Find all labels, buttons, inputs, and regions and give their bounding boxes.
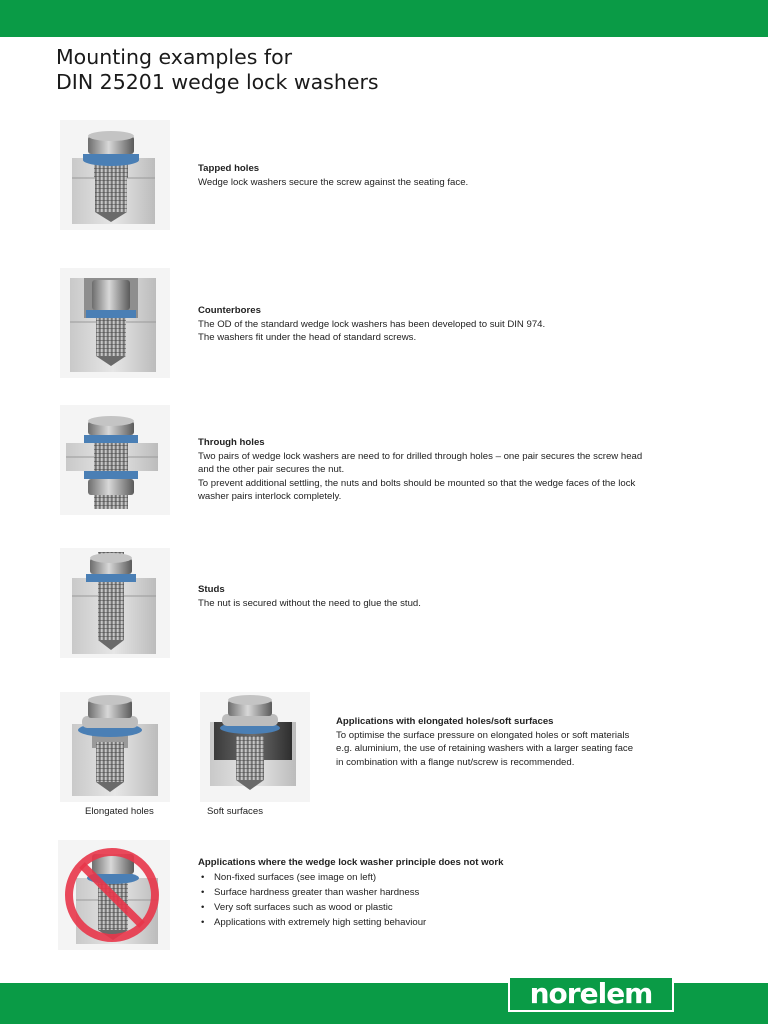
counterbores-line-1: The OD of the standard wedge lock washers has been developed to suit DIN 974.	[198, 318, 546, 330]
list-item: • Applications with extremely high setting behaviour	[198, 915, 503, 930]
prohibited-illustration	[58, 840, 170, 950]
list-item: • Non-fixed surfaces (see image on left)	[198, 870, 503, 885]
elongated-line-2: e.g. aluminium, the use of retaining washers with a larger seating face	[336, 743, 634, 754]
through-holes-text	[198, 436, 642, 504]
through-holes-heading: Through holes	[198, 437, 265, 448]
studs-illustration	[60, 548, 170, 658]
through-holes-line-4: washer pairs interlock completely.	[198, 491, 342, 502]
counterbores-text	[198, 304, 545, 345]
elongated-line-1: To optimise the surface pressure on elongated holes or soft materials	[336, 729, 630, 741]
not-work-list	[198, 870, 503, 930]
tapped-holes-heading: Tapped holes	[198, 163, 260, 174]
counterbore-illustration	[60, 268, 170, 378]
counterbores-heading: Counterbores	[198, 305, 261, 316]
page-title	[56, 45, 379, 95]
tapped-holes-text	[198, 162, 468, 189]
elongated-holes-illustration	[60, 692, 170, 802]
through-hole-illustration	[60, 405, 170, 515]
through-holes-line-3: To prevent additional settling, the nuts and bolts should be mounted so that the wedge faces of the lock	[198, 477, 636, 489]
title-line-2: DIN 25201 wedge lock washers	[56, 70, 379, 94]
through-holes-line-1: Two pairs of wedge lock washers are need to for drilled through holes – one pair secures the screw head	[198, 450, 643, 462]
list-item: • Surface hardness greater than washer hardness	[198, 885, 503, 900]
caption-elongated-holes: Elongated holes	[85, 806, 154, 817]
caption-soft-surfaces: Soft surfaces	[207, 806, 263, 817]
norelem-logo	[508, 976, 674, 1012]
elongated-text	[336, 715, 633, 769]
tapped-hole-illustration	[60, 120, 170, 230]
studs-text	[198, 583, 421, 610]
studs-heading: Studs	[198, 584, 225, 595]
counterbores-line-2: The washers fit under the head of standard screws.	[198, 332, 417, 343]
tapped-holes-line: Wedge lock washers secure the screw against the seating face.	[198, 176, 469, 188]
studs-line: The nut is secured without the need to glue the stud.	[198, 597, 421, 609]
not-work-heading: Applications where the wedge lock washer principle does not work	[198, 857, 504, 868]
top-banner	[0, 0, 768, 37]
through-holes-line-2: and the other pair secures the nut.	[198, 464, 345, 475]
elongated-heading: Applications with elongated holes/soft surfaces	[336, 716, 554, 727]
logo-text: norelem	[529, 977, 653, 1010]
list-item: • Very soft surfaces such as wood or plastic	[198, 900, 503, 915]
elongated-line-3: in combination with a flange nut/screw is recommended.	[336, 756, 575, 768]
title-line-1: Mounting examples for	[56, 45, 293, 69]
soft-surfaces-illustration	[200, 692, 310, 802]
not-work-text	[198, 856, 503, 930]
